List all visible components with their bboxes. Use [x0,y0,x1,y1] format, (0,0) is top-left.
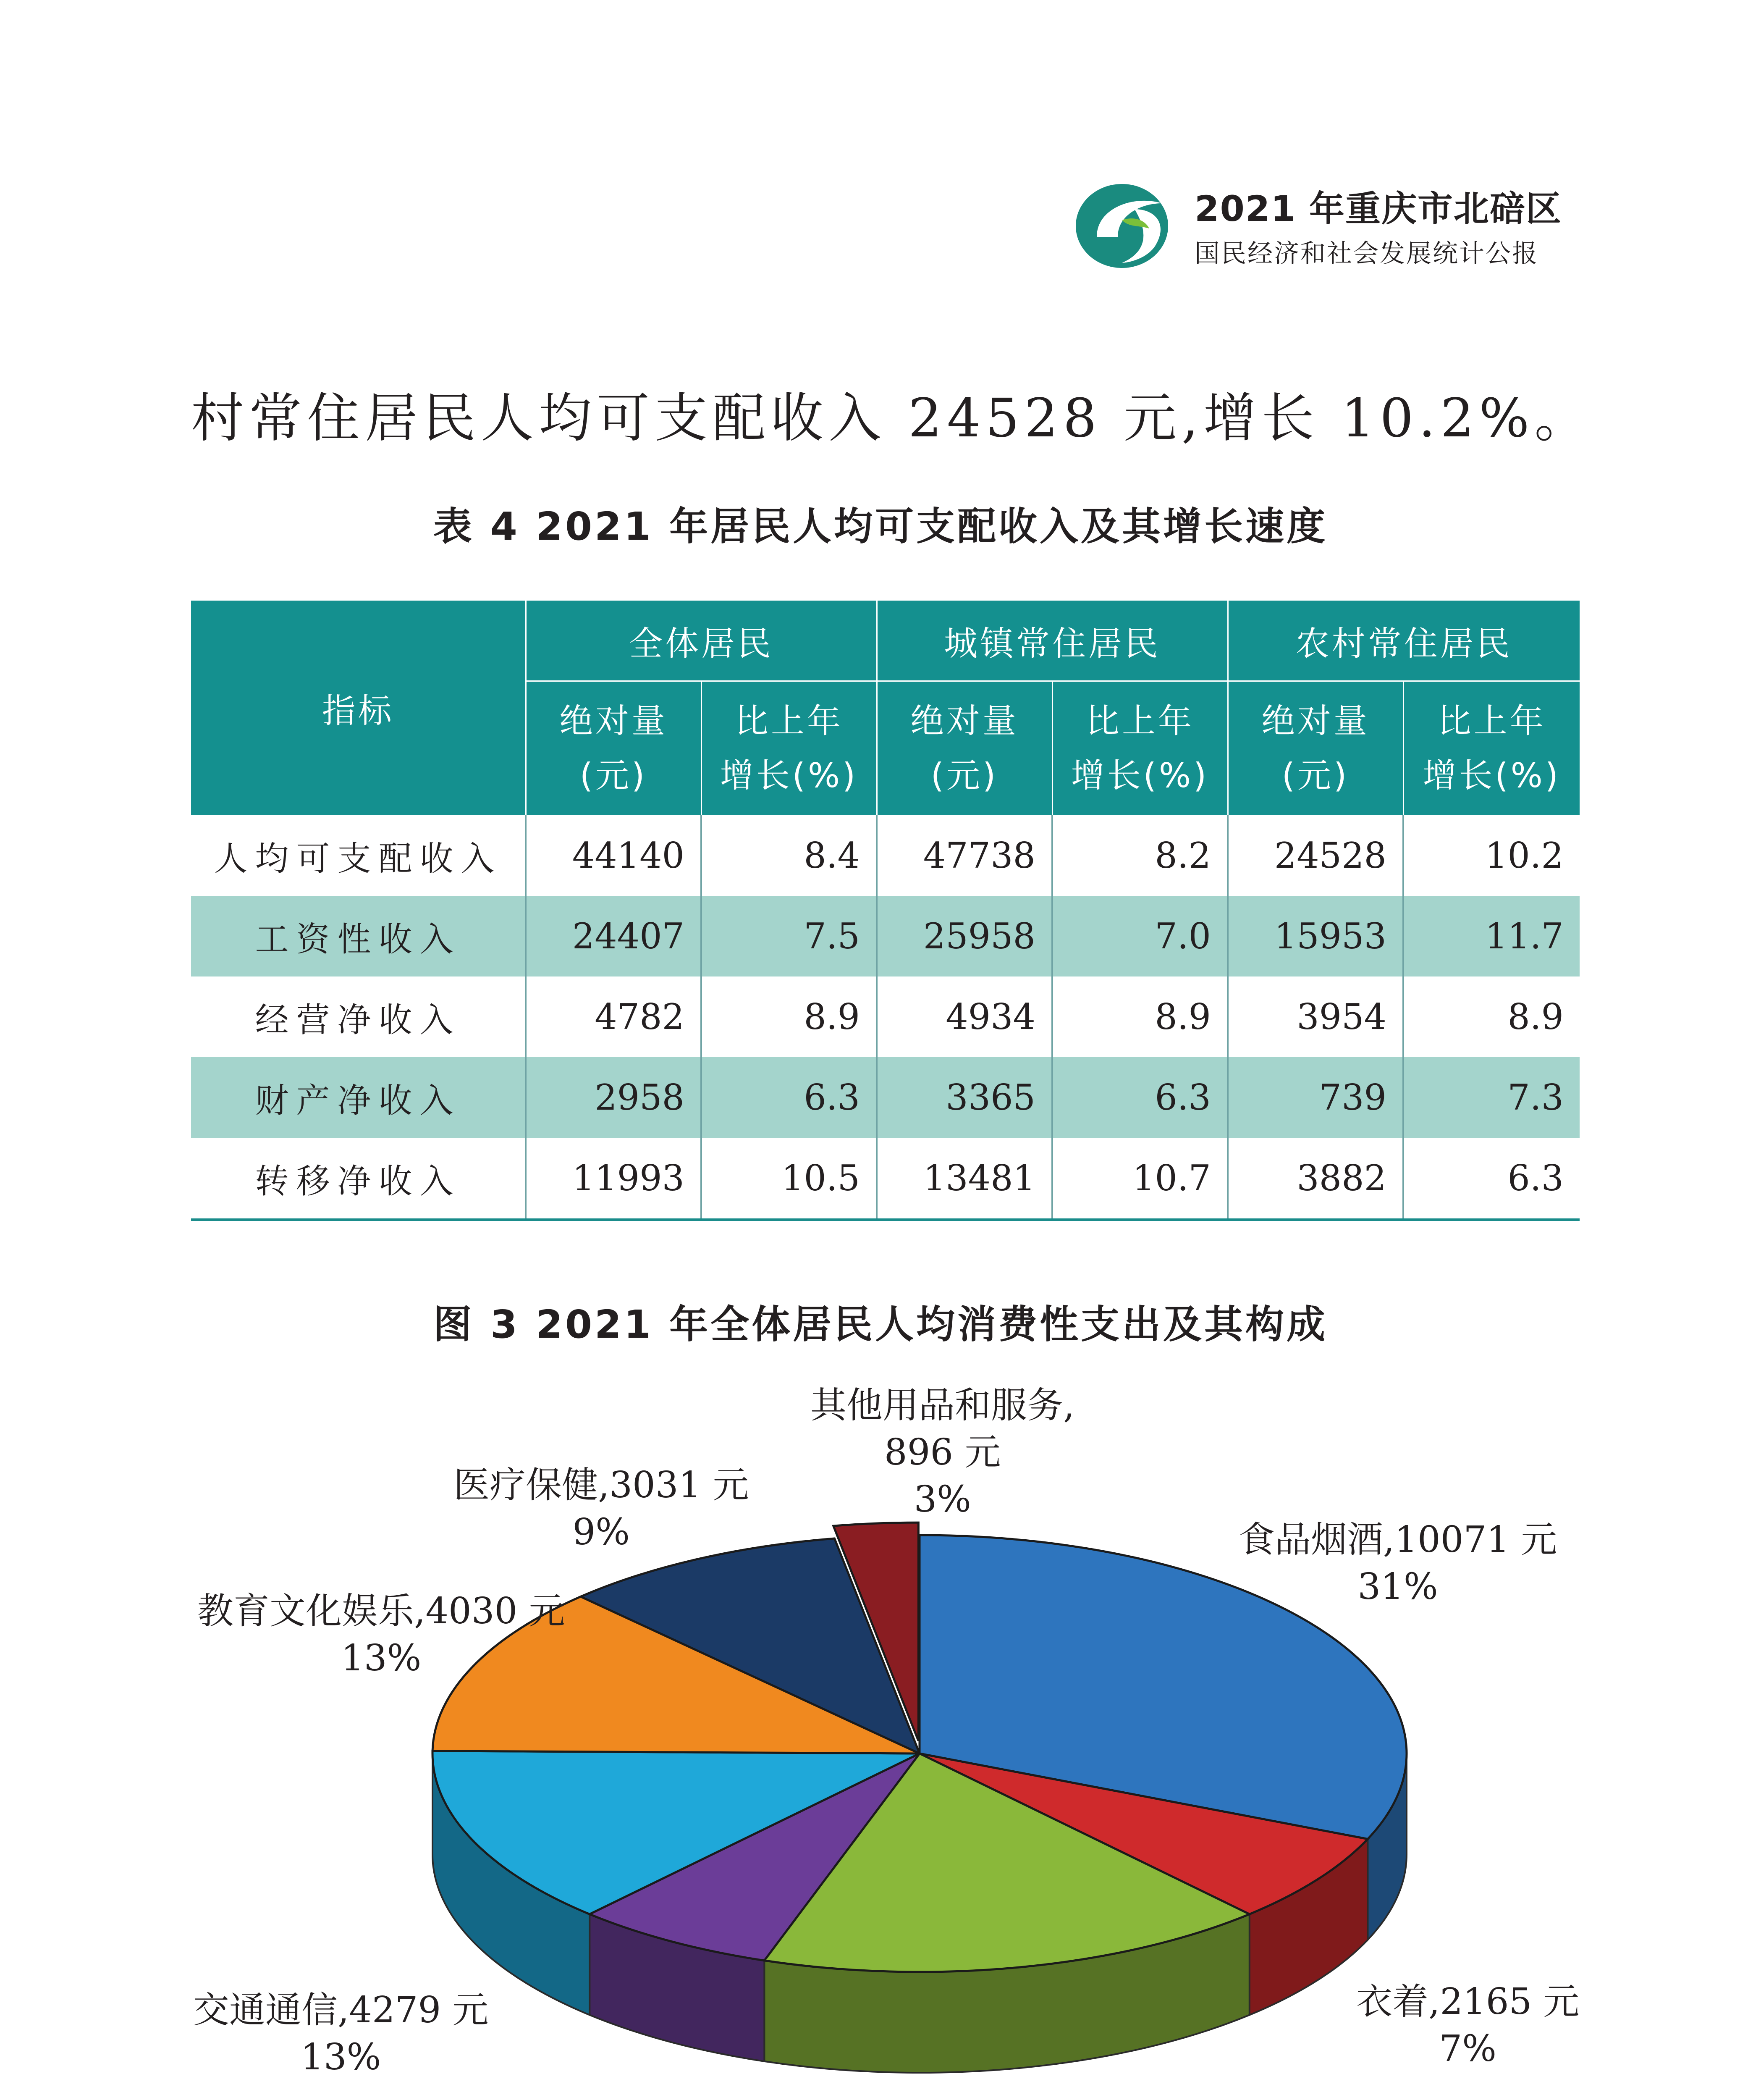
group-header-all: 全体居民 [526,601,877,681]
row-label: 经营净收入 [255,1000,461,1040]
income-table [191,601,1580,1221]
table-cell: 3882 [1228,1138,1403,1220]
table-cell: 13481 [877,1138,1052,1220]
consumption-pie-chart [0,1361,1761,2100]
sub-header: 绝对量 (元) [1228,681,1403,816]
table-cell: 24407 [526,896,701,976]
table-cell: 2958 [526,1057,701,1138]
table-cell: 8.9 [1052,976,1228,1057]
sub-header: 比上年 增长(%) [1052,681,1228,816]
table-cell: 8.2 [1052,815,1228,896]
table-caption: 表 4 2021 年居民人均可支配收入及其增长速度 [433,504,1328,549]
row-label: 财产净收入 [191,1057,526,1138]
table-cell: 6.3 [1052,1057,1228,1138]
slice-label-transport: 交通通信,4279 元 13% [193,1989,489,2078]
table-cell: 10.5 [701,1138,877,1220]
table-cell: 11.7 [1403,896,1580,976]
body-paragraph: 村常住居民人均可支配收入 24528 元,增长 10.2%。 [191,387,1593,449]
table-cell: 3365 [877,1057,1052,1138]
table-cell: 11993 [526,1138,701,1220]
row-label: 人均可支配收入 [214,839,502,878]
report-title: 2021 年重庆市北碚区 [1195,188,1562,229]
table-cell: 3954 [1228,976,1403,1057]
table-cell: 8.9 [1403,976,1580,1057]
report-subtitle: 国民经济和社会发展统计公报 [1195,239,1538,268]
group-header-urban: 城镇常住居民 [877,601,1228,681]
table-cell: 6.3 [701,1057,877,1138]
slice-label-other: 其他用品和服务, 896 元 3% [810,1384,1075,1520]
sub-header: 比上年 增长(%) [1403,681,1580,816]
figure-caption: 图 3 2021 年全体居民人均消费性支出及其构成 [433,1302,1328,1347]
table-cell: 24528 [1228,815,1403,896]
table-cell: 6.3 [1403,1138,1580,1220]
table-cell: 7.3 [1403,1057,1580,1138]
table-cell: 8.9 [701,976,877,1057]
table-row [191,1057,1580,1138]
table-cell: 25958 [877,896,1052,976]
table-cell: 4782 [526,976,701,1057]
table-row [191,896,1580,976]
row-label: 转移净收入 [191,1138,526,1220]
row-label: 工资性收入 [191,896,526,976]
table-cell: 47738 [877,815,1052,896]
indicator-header: 指标 [191,601,526,815]
slice-label-food: 食品烟酒,10071 元 31% [1239,1519,1557,1608]
table-cell: 44140 [526,815,701,896]
table-cell: 8.4 [701,815,877,896]
table-cell: 7.0 [1052,896,1228,976]
table-row [191,1138,1580,1220]
slice-label-clothing: 衣着,2165 元 7% [1356,1981,1580,2070]
slice-label-medical: 医疗保健,3031 元 9% [453,1464,749,1553]
table-cell: 7.5 [701,896,877,976]
slice-label-education: 教育文化娱乐,4030 元 13% [197,1590,565,1679]
sub-header: 比上年 增长(%) [701,681,877,816]
table-row [191,815,1580,896]
bulletin-logo [1072,174,1179,273]
table-cell: 4934 [877,976,1052,1057]
sub-header: 绝对量 (元) [877,681,1052,816]
table-cell: 739 [1228,1057,1403,1138]
sub-header: 绝对量 (元) [526,681,701,816]
group-header-rural: 农村常住居民 [1228,601,1580,681]
table-row [191,976,1580,1057]
table-cell: 15953 [1228,896,1403,976]
table-cell: 10.2 [1403,815,1580,896]
table-cell: 10.7 [1052,1138,1228,1220]
